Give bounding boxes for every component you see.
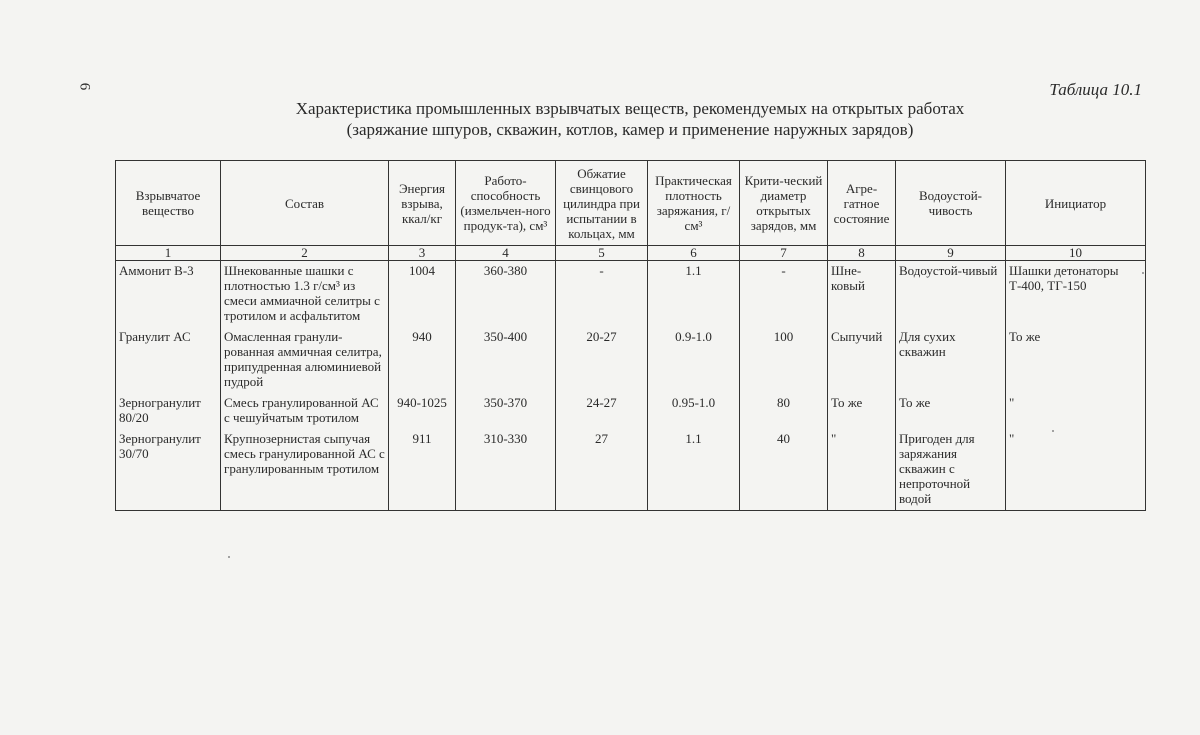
cell-performance: 350-400 [456,327,556,393]
header-aggregate-state: Агре-гатное состояние [828,161,896,246]
cell-water-resistance: Водоустой-чивый [896,261,1006,328]
column-number: 9 [896,246,1006,261]
cell-water-resistance: Пригоден для заряжания скважин с непроточной водой [896,429,1006,511]
header-water-resistance: Водоустой-чивость [896,161,1006,246]
table-label: Таблица 10.1 [1049,80,1142,100]
cell-aggregate-state: Сыпучий [828,327,896,393]
column-number: 5 [556,246,648,261]
cell-performance: 310-330 [456,429,556,511]
cell-initiator: Шашки детонаторы Т-400, ТГ-150 [1006,261,1146,328]
header-initiator: Инициатор [1006,161,1146,246]
title-line-2: (заряжание шпуров, скважин, котлов, камер и применение наружных зарядов) [0,119,1200,140]
cell-critical-diameter: 100 [740,327,828,393]
cell-energy: 940-1025 [389,393,456,429]
cell-critical-diameter: 40 [740,429,828,511]
cell-composition: Шнекованные шашки с плотностью 1.3 г/см³ из смеси аммиачной селитры с тротилом и асфальтитом [221,261,389,328]
header-performance: Работо-способность (измельчен-ного продук-та), см³ [456,161,556,246]
header-density: Практическая плотность заряжания, г/см³ [648,161,740,246]
column-number-row [116,246,1146,261]
cell-aggregate-state: То же [828,393,896,429]
column-number: 1 [116,246,221,261]
cell-lead-compression: 27 [556,429,648,511]
header-critical-diameter: Крити-ческий диаметр открытых зарядов, мм [740,161,828,246]
page-number: 6 [75,83,92,91]
title-line-1: Характеристика промышленных взрывчатых веществ, рекомендуемых на открытых работах [0,98,1200,119]
column-number: 3 [389,246,456,261]
cell-density: 1.1 [648,429,740,511]
cell-substance: Аммонит В-3 [116,261,221,328]
table-title [0,98,1200,140]
cell-density: 0.9-1.0 [648,327,740,393]
scan-speck [228,556,230,558]
cell-composition: Омасленная гранули-рованная аммичная селитра, припудренная алюминиевой пудрой [221,327,389,393]
cell-water-resistance: То же [896,393,1006,429]
column-number: 8 [828,246,896,261]
cell-lead-compression: - [556,261,648,328]
cell-energy: 940 [389,327,456,393]
explosives-table [115,160,1146,511]
cell-performance: 350-370 [456,393,556,429]
cell-energy: 1004 [389,261,456,328]
cell-substance: Зерногранулит 80/20 [116,393,221,429]
cell-composition: Смесь гранулированной АС с чешуйчатым тротилом [221,393,389,429]
cell-density: 0.95-1.0 [648,393,740,429]
cell-substance: Зерногранулит 30/70 [116,429,221,511]
cell-initiator: " [1006,429,1146,511]
scan-speck [1142,272,1144,274]
table-row [116,429,1146,511]
cell-substance: Гранулит АС [116,327,221,393]
column-number: 6 [648,246,740,261]
header-lead-compression: Обжатие свинцового цилиндра при испытании в кольцах, мм [556,161,648,246]
scan-speck [1052,430,1054,432]
cell-aggregate-state: " [828,429,896,511]
column-number: 2 [221,246,389,261]
table-row [116,327,1146,393]
cell-performance: 360-380 [456,261,556,328]
cell-energy: 911 [389,429,456,511]
cell-critical-diameter: - [740,261,828,328]
column-number: 10 [1006,246,1146,261]
cell-lead-compression: 24-27 [556,393,648,429]
column-number: 4 [456,246,556,261]
cell-composition: Крупнозернистая сыпучая смесь гранулированной АС с гранулированным тротилом [221,429,389,511]
header-substance: Взрывчатое вещество [116,161,221,246]
table-row [116,393,1146,429]
header-row [116,161,1146,246]
cell-lead-compression: 20-27 [556,327,648,393]
column-number: 7 [740,246,828,261]
cell-density: 1.1 [648,261,740,328]
cell-initiator: " [1006,393,1146,429]
table-row [116,261,1146,328]
cell-critical-diameter: 80 [740,393,828,429]
cell-initiator: То же [1006,327,1146,393]
cell-water-resistance: Для сухих скважин [896,327,1006,393]
cell-aggregate-state: Шне-ковый [828,261,896,328]
header-energy: Энергия взрыва, ккал/кг [389,161,456,246]
header-composition: Состав [221,161,389,246]
